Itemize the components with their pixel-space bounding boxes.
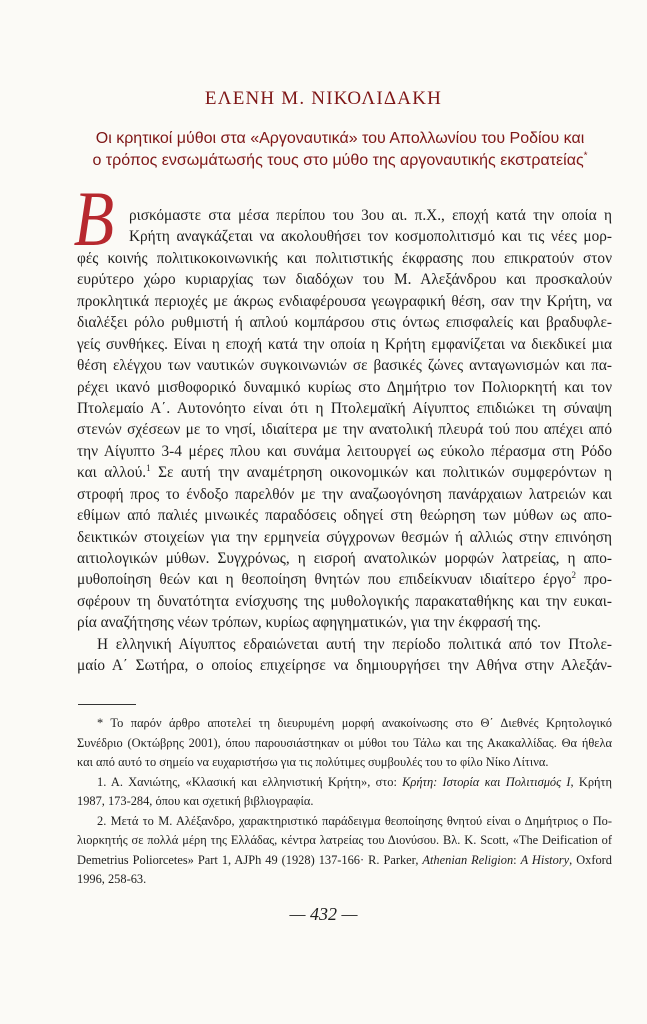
text-segment: 1. Α. Χανιώτης, «Κλασική και ελληνιστική Κρήτη», στο:: [97, 774, 403, 789]
text-segment: προ-: [575, 571, 612, 589]
body-line: [77, 548, 612, 569]
body-line: [77, 269, 612, 290]
text-segment: * Το παρόν άρθρο αποτελεί τη διευρυμένη μορφή ανακοίνωσης στο Θ΄ Διεθνές Κρητολογικό: [97, 716, 612, 730]
text-segment: δεικτικών στοιχείων για την ερμηνεία σύγχρονων θεσμών ή αλλιώς στην επινόηση: [77, 528, 612, 546]
text-segment: και αλλού.: [77, 464, 147, 482]
footnote-line: [77, 734, 612, 754]
body-line: [77, 377, 612, 398]
footnote-line: [77, 773, 612, 793]
body-line: [77, 205, 612, 226]
text-segment: Demetrius Poliorcetes» Part 1, AJPh 49 (1928) 137-166· R. Parker,: [77, 852, 423, 867]
text-segment: προκλητικά περιοχές με άκρως ενδιαφέρουσα γεωγραφική θέση, σαν την Κρήτη, να: [77, 292, 612, 310]
footnote-separator: [78, 704, 136, 705]
text-segment: σφέρουν τη δυνατότητα ενίσχυσης της μυθολογικής παρακαταθήκης και την ευκαι-: [77, 592, 612, 610]
body-line: [77, 355, 612, 376]
text-segment: , Κρήτη: [570, 774, 612, 789]
body-line: [77, 591, 612, 612]
body-line: [77, 612, 612, 633]
footnote-ref: 1: [146, 463, 151, 474]
article-title-line: [60, 150, 620, 172]
italic-text: Κρήτη: Ιστορία και Πολιτισμός Ι: [402, 774, 571, 789]
body-line: [77, 312, 612, 333]
italic-text: A History: [520, 852, 570, 867]
footnote-line: [77, 714, 612, 734]
text-segment: Συνέδριο (Οκτώβρης 2001), όπου παρουσιάστηκαν οι μύθοι του Τάλω και της Ακακαλλίδας. Θα ήθελα: [77, 735, 612, 750]
text-segment: εθίμων από παλιές μινωικές παραδόσεις οδηγεί στη θεώρηση των μύθων ως απο-: [77, 507, 612, 525]
text-segment: διαλέξει ρόλο ρυθμιστή ή απλού κομπάρσου στις όντως επισφαλείς και βραδυφλε-: [77, 314, 612, 332]
text-segment: την Αίγυπτο 3-4 μέρες πλου και συνάμα λειτουργεί ως εύκολο πέρασμα στη Ρόδο: [77, 442, 612, 460]
body-line: [77, 634, 612, 655]
footnote-line: [77, 851, 612, 871]
footnote-line: [77, 812, 612, 832]
text-segment: Κρήτη αναγκάζεται να ακολουθήσει τον κοσμοπολιτισμό και τις νέες μορ-: [129, 228, 612, 246]
body-line: [77, 484, 612, 505]
footnotes: [77, 714, 612, 890]
article-title-text: ο τρόπος ενσωμάτωσής τους στο μύθο της αργοναυτικής εκστρατείας: [92, 152, 584, 169]
footnote-line: [77, 792, 612, 812]
text-segment: 1996, 258-63.: [77, 872, 147, 886]
text-segment: 1987, 173-284, όπου και σχετική βιβλιογραφία.: [77, 794, 314, 808]
text-segment: φές κοινής πολιτικοκοινωνικής και πολιτιστικής έκφρασης που επικρατούν στον: [77, 249, 612, 267]
body-text: [77, 205, 612, 677]
body-line: [77, 505, 612, 526]
text-segment: ρέχει ικανό μισθοφορικό δυναμικό κυρίως στο Δημήτριο τον Πολιορκητή και τον: [77, 378, 612, 396]
footnote-line: [77, 753, 612, 773]
text-segment: αιτιολογικών μύθων. Συγχρόνως, η εισροή ανατολικών μορφών λατρείας, η απο-: [77, 550, 612, 567]
body-line: [77, 248, 612, 269]
text-segment: 2. Μετά το Μ. Αλέξανδρο, χαρακτηριστικό παράδειγμα θεοποίησης θνητού είναι ο Δημήτριος ο Πο-: [97, 813, 612, 828]
title-footnote-mark: *: [583, 150, 588, 162]
body-line: [77, 334, 612, 355]
italic-text: Athenian Religion: [422, 852, 514, 867]
body-line: [77, 655, 612, 676]
text-segment: , Oxford: [569, 852, 612, 867]
text-segment: στενών σχέσεων με το νησί, ιδιαίτερα με την ανατολική πλευρά τού που απέχει από: [77, 421, 612, 439]
page-number: — 432 —: [289, 904, 358, 924]
text-segment: θέση ελέγχου των ναυτικών συγκοινωνιών σε βασικές ζώνες ανταγωνισμών και πα-: [77, 357, 612, 375]
footnote-line: [77, 831, 612, 851]
text-segment: Σε αυτή την αναμέτρηση οικονομικών και πολιτικών συμφερόντων η: [150, 464, 612, 482]
body-line: [77, 569, 612, 590]
text-segment: γείς συνθήκες. Είναι η εποχή κατά την οποία η Κρήτη εμφανίζεται να διεκδικεί μια: [77, 335, 612, 353]
body-line: [77, 441, 612, 462]
author-name: ΕΛΕΝΗ Μ. ΝΙΚΟΛΙΔΑΚΗ: [204, 88, 443, 109]
footnote-line: [77, 870, 612, 890]
text-segment: λιορκητής σε πολλά μέρη της Ελλάδας, κέντρα λατρείας του Διονύσου. Βλ. K. Scott, «The Deification of: [77, 833, 612, 847]
body-line: [77, 226, 612, 247]
body-line: [77, 527, 612, 548]
text-segment: στροφή προς το ένδοξο παρελθόν με την αναζωογόνηση πανάρχαιων λατρειών και: [77, 485, 612, 503]
text-segment: Πτολεμαίο Α΄. Αυτονόητο είναι ότι η Πτολεμαϊκή Αίγυπτος επιδιώκει τη σύναψη: [77, 399, 612, 417]
text-segment: ρία αναζήτησης νέων τρόπων, κυρίως αφηγηματικών, για την έκφρασή της.: [77, 614, 541, 632]
text-segment: και από αυτό το σημείο να ευχαριστήσω για τις πολύτιμες συμβουλές του το φίλο Νίκο Λίτινα.: [77, 755, 549, 769]
text-segment: μυθοποίηση θεών και η θεοποίηση θνητών που επιδείκνυαν ιδιαίτερο έργο: [77, 571, 572, 589]
text-segment: :: [513, 852, 521, 867]
article-title: [60, 128, 620, 172]
text-segment: Η ελληνική Αίγυπτος εδραιώνεται αυτή την περίοδο πολιτικά από τον Πτολε-: [97, 635, 612, 653]
body-line: [77, 419, 612, 440]
body-line: [77, 398, 612, 419]
text-segment: ευρύτερο χώρο κυριαρχίας των διαδόχων του Μ. Αλεξάνδρου και προσκαλούν: [77, 271, 612, 289]
footnote-ref: 2: [571, 570, 576, 581]
drop-cap: Β: [73, 175, 115, 262]
text-segment: ρισκόμαστε στα μέσα περίπου του 3ου αι. π.Χ., εποχή κατά την οποία η: [129, 207, 612, 224]
text-segment: μαίο Α΄ Σωτήρα, ο οποίος επιχείρησε να δημιουργήσει την Αθήνα στην Αλεξάν-: [77, 657, 612, 675]
body-line: [77, 291, 612, 312]
article-title-line: Οι κρητικοί μύθοι στα «Αργοναυτικά» του Απολλωνίου του Ροδίου και: [95, 130, 585, 147]
body-line: [77, 462, 612, 483]
